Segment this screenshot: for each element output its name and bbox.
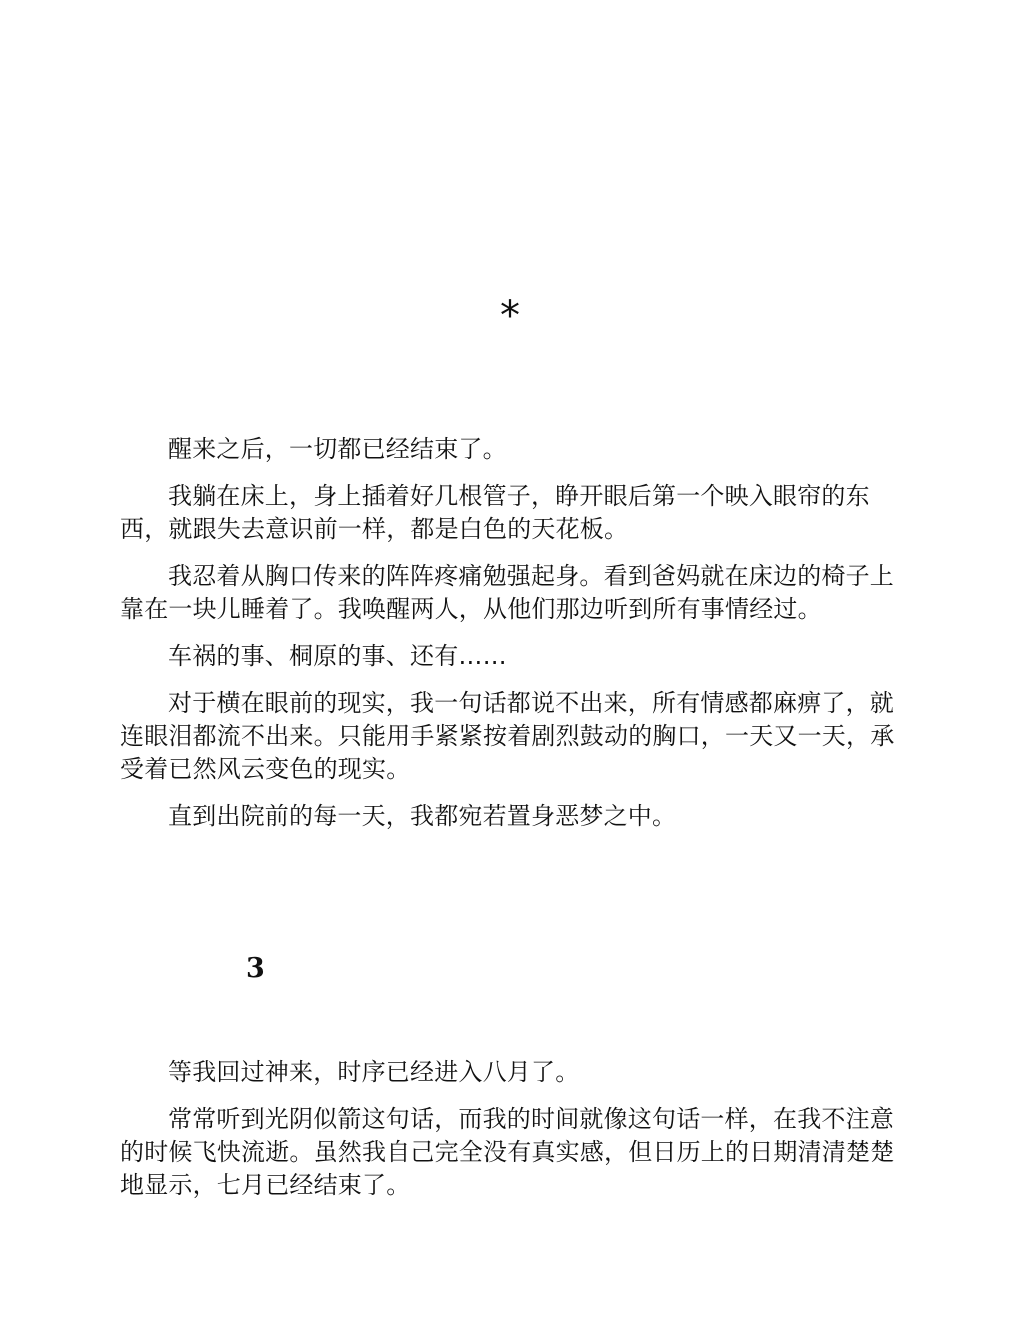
paragraph: 车祸的事、桐原的事、还有…… bbox=[168, 642, 507, 670]
section-2-body bbox=[120, 1056, 900, 1216]
paragraph: 对于横在眼前的现实，我一句话都说不出来，所有情感都麻痹了，就连眼泪都流不出来。只能用手紧紧按着剧烈鼓动的胸口，一天又一天，承受着已然风云变色的现实。 bbox=[120, 689, 895, 783]
section-separator: * bbox=[500, 293, 520, 339]
paragraph: 直到出院前的每一天，我都宛若置身恶梦之中。 bbox=[168, 802, 677, 830]
paragraph: 等我回过神来，时序已经进入八月了。 bbox=[168, 1058, 580, 1086]
chapter-number: 3 bbox=[246, 953, 265, 984]
paragraph: 我躺在床上，身上插着好几根管子，睁开眼后第一个映入眼帘的东西，就跟失去意识前一样，都是白色的天花板。 bbox=[120, 482, 870, 543]
paragraph: 我忍着从胸口传来的阵阵疼痛勉强起身。看到爸妈就在床边的椅子上靠在一块儿睡着了。我唤醒两人，从他们那边听到所有事情经过。 bbox=[120, 562, 894, 623]
paragraph: 醒来之后，一切都已经结束了。 bbox=[168, 435, 507, 463]
paragraph: 常常听到光阴似箭这句话，而我的时间就像这句话一样，在我不注意的时候飞快流逝。虽然我自己完全没有真实感，但日历上的日期清清楚楚地显示，七月已经结束了。 bbox=[120, 1105, 895, 1199]
section-1-body bbox=[120, 433, 900, 847]
